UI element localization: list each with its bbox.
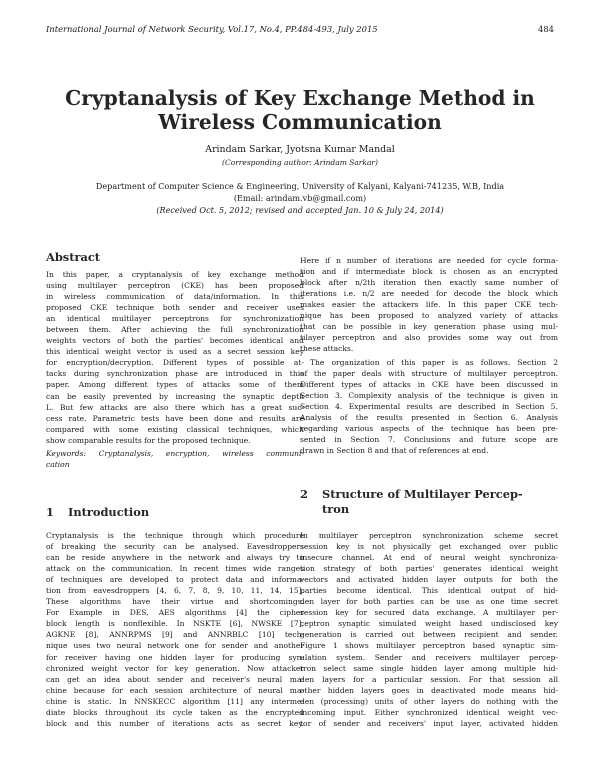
text-line: tron select same single hidden layer among multiple hid- bbox=[300, 663, 558, 673]
text-line: Analysis of the results presented in Section 6. Analysis bbox=[300, 413, 558, 423]
intro-continued-text bbox=[300, 255, 558, 354]
text-line: attack on the communication. In recent times wide ranges bbox=[46, 564, 304, 574]
text-line: compared with some existing classical techniques, which bbox=[46, 424, 304, 434]
text-line: In this paper, a cryptanalysis of key exchange method bbox=[46, 270, 304, 279]
text-line: iterations i.e. n/2 are needed for decode the block which bbox=[300, 289, 558, 299]
affiliation-block bbox=[40, 180, 560, 204]
text-line: for receiver having one hidden layer for producing syn- bbox=[46, 652, 304, 662]
keywords-label: Keywords: bbox=[46, 449, 87, 458]
text-line: The organization of this paper is as follows. Section 2 bbox=[310, 358, 558, 367]
text-line: Here if n number of iterations are needed for cycle forma- bbox=[300, 256, 558, 265]
text-line: weights vectors of both the parties' becomes identical and bbox=[46, 336, 304, 346]
intro-text bbox=[46, 530, 304, 729]
section2-heading bbox=[300, 487, 523, 517]
keywords-line-2: cation bbox=[46, 460, 70, 470]
text-line: can get an idea about sender and receiver's neural ma- bbox=[46, 674, 304, 684]
text-line: show comparable results for the proposed technique. bbox=[46, 435, 251, 445]
text-line: paper. Among different types of attacks some of them bbox=[46, 380, 304, 390]
text-line: tion and if intermediate block is chosen as an encrypted bbox=[300, 267, 558, 277]
text-line: sented in Section 7. Conclusions and future scope are bbox=[300, 435, 558, 445]
text-line: chine is static. In NNSKECC algorithm [11] any interme- bbox=[46, 696, 304, 706]
text-line: block after n/2th iteration then exactly same number of bbox=[300, 278, 558, 288]
section2-text bbox=[300, 530, 558, 729]
text-line: tilayer perceptron and also provides some way out from bbox=[300, 333, 558, 343]
intro-heading bbox=[46, 505, 149, 520]
text-line: ulation system. Sender and receivers multilayer percep- bbox=[300, 652, 558, 662]
text-line: diate blocks throughout its cycle taken as the encrypted bbox=[46, 707, 304, 717]
text-line: proposed CKE technique both sender and receiver uses bbox=[46, 303, 304, 313]
page-number: 484 bbox=[538, 24, 554, 34]
abstract-heading: Abstract bbox=[46, 250, 101, 264]
text-line: Cryptanalysis is the technique through which procedure bbox=[46, 531, 304, 540]
text-line: generation is carried out between recipient and sender. bbox=[300, 630, 558, 640]
text-line: den layer for both parties can be use as one time secret bbox=[300, 597, 558, 607]
text-line: can be easily prevented by increasing the synaptic depth bbox=[46, 391, 304, 401]
title-line-2: Wireless Communication bbox=[158, 110, 442, 134]
text-line: tor of sender and receivers' input layer, activated hidden bbox=[300, 718, 558, 728]
section2-number: 2 bbox=[300, 487, 308, 501]
text-line: between them. After achieving the full synchronization bbox=[46, 325, 304, 335]
text-line: den (processing) units of other layers do nothing with the bbox=[300, 696, 558, 706]
keywords bbox=[46, 448, 304, 470]
text-line: makes easier the attackers life. In this paper CKE tech- bbox=[300, 300, 558, 310]
text-line: for encryption/decryption. Different types of possible at- bbox=[46, 358, 304, 368]
corresponding-author: (Corresponding author: Arindam Sarkar) bbox=[222, 158, 378, 167]
text-line: These algorithms have their virtue and shortcomings. bbox=[46, 597, 304, 607]
text-line: nique has been proposed to analyzed variety of attacks bbox=[300, 311, 558, 321]
text-line: block and this number of iterations acts as secret key. bbox=[46, 718, 304, 728]
text-line: of techniques are developed to protect data and informa- bbox=[46, 575, 304, 585]
text-line: incoming input. Either synchronized identical weight vec- bbox=[300, 707, 558, 717]
affiliation: Department of Computer Science & Engineering, University of Kalyani, Kalyani-741235, W.B, India bbox=[95, 181, 505, 191]
text-line: of the paper deals with structure of multilayer perceptron. bbox=[300, 369, 558, 379]
text-line: block length is nonflexible. In NSKTE [6], NWSKE [7], bbox=[46, 619, 304, 629]
text-line: insecure channel. At end of neural weight synchroniza- bbox=[300, 553, 558, 563]
section2-title-line-1: Structure of Multilayer Percep- bbox=[322, 487, 523, 501]
text-line: tacks during synchronization phase are introduced in this bbox=[46, 369, 304, 379]
running-head bbox=[46, 24, 554, 38]
received-dates: (Received Oct. 5, 2012; revised and accepted Jan. 10 & July 24, 2014) bbox=[156, 205, 444, 215]
text-line: den layers for a particular session. For that session all bbox=[300, 674, 558, 684]
text-line: regarding various aspects of the technique has been pre- bbox=[300, 424, 558, 434]
text-line: tion strategy of both parties' generates identical weight bbox=[300, 564, 558, 574]
text-line: ceptron synaptic simulated weight based undisclosed key bbox=[300, 619, 558, 629]
text-line: Figure 1 shows multilayer perceptron based synaptic sim- bbox=[300, 641, 558, 651]
text-line: chine because for each session architecture of neural ma- bbox=[46, 685, 304, 695]
text-line: that can be possible in key generation phase using mul- bbox=[300, 322, 558, 332]
text-line: using multilayer perceptron (CKE) has been proposed bbox=[46, 281, 304, 291]
text-line: Section 4. Experimental results are described in Section 5. bbox=[300, 402, 558, 412]
text-line: Section 3. Complexity analysis of the technique is given in bbox=[300, 391, 558, 401]
text-line: session key for secured data exchange. A multilayer per- bbox=[300, 608, 558, 618]
abstract-text bbox=[46, 269, 304, 446]
text-line: in wireless communication of data/information. In this bbox=[46, 292, 304, 302]
organization-text bbox=[300, 357, 558, 456]
text-line: For Example in DES, AES algorithms [4] the cipher bbox=[46, 608, 304, 618]
email: (Email: arindam.vb@gmail.com) bbox=[233, 193, 367, 203]
text-line: other hidden layers goes in deactivated mode means hid- bbox=[300, 685, 558, 695]
intro-title: Introduction bbox=[68, 505, 150, 519]
text-line: session key is not physically get exchanged over public bbox=[300, 542, 558, 552]
text-line: of breaking the security can be analysed. Eavesdroppers bbox=[46, 542, 304, 552]
paper-title bbox=[40, 86, 560, 134]
text-line: Different types of attacks in CKE have been discussed in bbox=[300, 380, 558, 390]
journal-citation: International Journal of Network Security, Vol.17, No.4, PP.484-493, July 2015 bbox=[46, 24, 378, 34]
section2-title-line-2: tron bbox=[322, 502, 350, 516]
text-line: L. But few attacks are also there which has a great suc- bbox=[46, 402, 304, 412]
text-line: drawn in Section 8 and that of references at end. bbox=[300, 446, 489, 456]
text-line: AGKNE [8], ANNRPMS [9] and ANNRBLC [10] tech- bbox=[46, 630, 304, 640]
authors: Arindam Sarkar, Jyotsna Kumar Mandal bbox=[205, 144, 395, 155]
title-line-1: Cryptanalysis of Key Exchange Method in bbox=[65, 86, 535, 110]
text-line: vectors and activated hidden layer outputs for both the bbox=[300, 575, 558, 585]
text-line: these attacks. bbox=[300, 344, 354, 354]
keywords-line-1: Cryptanalysis, encryption, wireless communi- bbox=[98, 449, 304, 458]
text-line: this identical weight vector is used as a secret session key bbox=[46, 347, 304, 357]
text-line: an identical multilayer perceptrons for synchronization bbox=[46, 314, 304, 324]
text-line: can be reside anywhere in the network and always try to bbox=[46, 553, 304, 563]
text-line: chronized weight vector for key generation. Now attacker bbox=[46, 663, 304, 673]
text-line: parties become identical. This identical output of hid- bbox=[300, 586, 558, 596]
text-line: cess rate. Parametric tests have been done and results are bbox=[46, 413, 304, 423]
text-line: nique uses two neural network one for sender and another bbox=[46, 641, 304, 651]
intro-number: 1 bbox=[46, 505, 54, 519]
text-line: In multilayer perceptron synchronization scheme secret bbox=[300, 531, 558, 540]
text-line: tion from eavesdroppers [4, 6, 7, 8, 9, 10, 11, 14, 15]. bbox=[46, 586, 304, 596]
